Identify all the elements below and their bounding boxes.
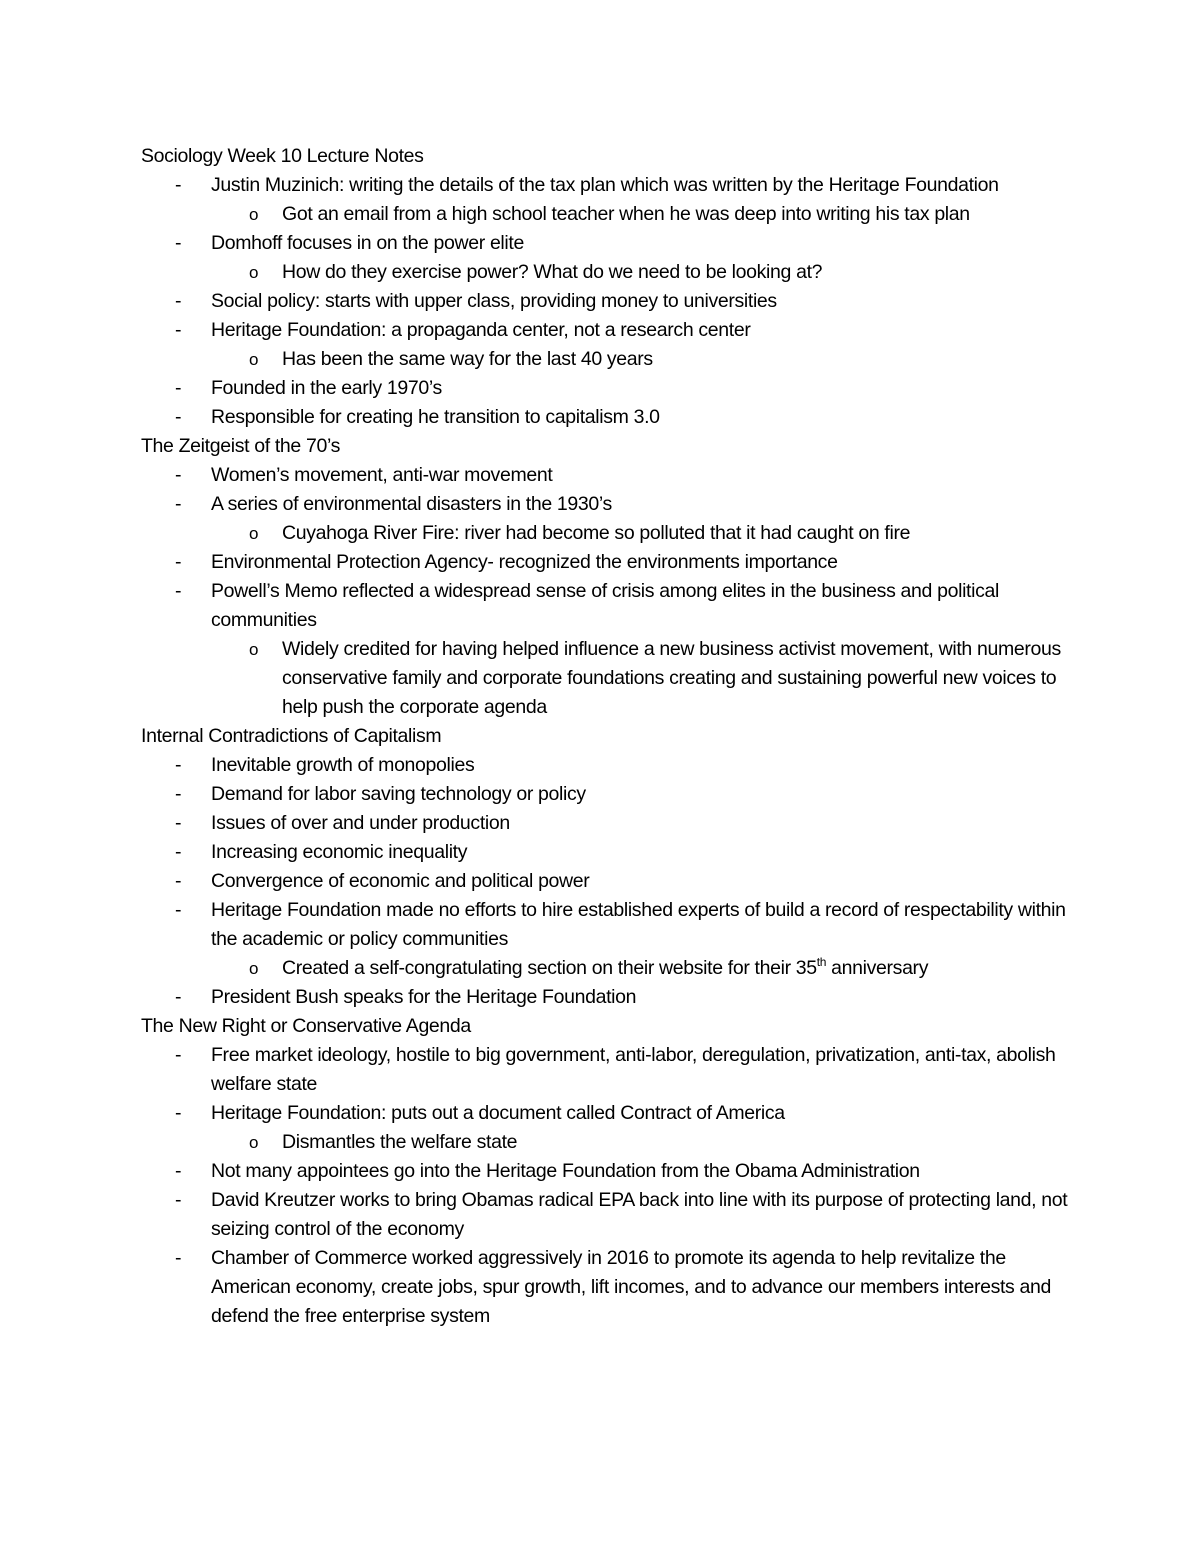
bullet-text: Inevitable growth of monopolies — [211, 754, 475, 776]
dash-bullet-icon: - — [175, 174, 182, 196]
circle-bullet-icon: o — [249, 640, 259, 659]
section-heading: The Zeitgeist of the 70’s — [141, 435, 341, 457]
bullet-item — [141, 403, 1071, 432]
bullet-text: Increasing economic inequality — [211, 841, 468, 863]
sub-bullet-item — [211, 1128, 1071, 1157]
bullet-text: Women’s movement, anti-war movement — [211, 464, 553, 486]
ordinal-superscript: th — [816, 954, 827, 969]
bullet-item — [141, 751, 1071, 780]
dash-bullet-icon: - — [175, 377, 182, 399]
bullet-text: A series of environmental disasters in the 1930’s — [211, 493, 612, 515]
bullet-text: Environmental Protection Agency- recognized the environments importance — [211, 551, 838, 573]
dash-bullet-icon: - — [175, 1044, 182, 1066]
section-heading: The New Right or Conservative Agenda — [141, 1015, 471, 1037]
bullet-item — [141, 548, 1071, 577]
bullet-text: Heritage Foundation: a propaganda center, not a research center — [211, 319, 751, 341]
dash-bullet-icon: - — [175, 899, 182, 921]
sub-bullet-list — [211, 519, 1071, 548]
bullet-text: Not many appointees go into the Heritage Foundation from the Obama Administration — [211, 1160, 920, 1182]
bullet-text: President Bush speaks for the Heritage Foundation — [211, 986, 637, 1008]
dash-bullet-icon: - — [175, 319, 182, 341]
sub-bullet-item — [211, 200, 1071, 229]
bullet-item — [141, 287, 1071, 316]
bullet-item — [141, 461, 1071, 490]
bullet-item — [141, 1099, 1071, 1157]
dash-bullet-icon: - — [175, 493, 182, 515]
bullet-text: Powell’s Memo reflected a widespread sense of crisis among elites in the business and political communities — [211, 580, 999, 631]
bullet-item — [141, 1041, 1071, 1099]
circle-bullet-icon: o — [249, 959, 259, 978]
sub-bullet-list — [211, 1128, 1071, 1157]
dash-bullet-icon: - — [175, 464, 182, 486]
bullet-item — [141, 896, 1071, 983]
bullet-text: Responsible for creating he transition to capitalism 3.0 — [211, 406, 660, 428]
dash-bullet-icon: - — [175, 1189, 182, 1211]
section-heading: Sociology Week 10 Lecture Notes — [141, 145, 424, 167]
bullet-item — [141, 983, 1071, 1012]
bullet-text: Heritage Foundation made no efforts to hire established experts of build a record of respectability within the academic or policy communities — [211, 899, 1066, 950]
bullet-item — [141, 838, 1071, 867]
bullet-item — [141, 780, 1071, 809]
dash-bullet-icon: - — [175, 1102, 182, 1124]
bullet-item — [141, 867, 1071, 896]
bullet-text: Founded in the early 1970’s — [211, 377, 442, 399]
sub-bullet-item — [211, 635, 1071, 722]
sub-bullet-text: Widely credited for having helped influence a new business activist movement, with numerous conservative family and corporate foundations creating and sustaining powerful new voices to help push the corporate agenda — [282, 638, 1061, 718]
section-heading: Internal Contradictions of Capitalism — [141, 725, 442, 747]
bullet-list — [141, 171, 1071, 432]
bullet-text: Convergence of economic and political power — [211, 870, 590, 892]
bullet-item — [141, 1186, 1071, 1244]
dash-bullet-icon: - — [175, 290, 182, 312]
bullet-text: Domhoff focuses in on the power elite — [211, 232, 524, 254]
sub-bullet-list — [211, 200, 1071, 229]
dash-bullet-icon: - — [175, 232, 182, 254]
sub-bullet-text — [282, 954, 929, 979]
sub-bullet-item — [211, 345, 1071, 374]
bullet-item — [141, 490, 1071, 548]
dash-bullet-icon: - — [175, 1247, 182, 1269]
bullet-text: Social policy: starts with upper class, providing money to universities — [211, 290, 777, 312]
bullet-text: Heritage Foundation: puts out a document called Contract of America — [211, 1102, 785, 1124]
sub-bullet-text: Cuyahoga River Fire: river had become so polluted that it had caught on fire — [282, 522, 911, 544]
sub-bullet-list — [211, 954, 1071, 983]
bullet-list — [141, 751, 1071, 1012]
circle-bullet-icon: o — [249, 205, 259, 224]
bullet-item — [141, 229, 1071, 287]
dash-bullet-icon: - — [175, 551, 182, 573]
bullet-text: Issues of over and under production — [211, 812, 510, 834]
dash-bullet-icon: - — [175, 783, 182, 805]
sub-bullet-list — [211, 258, 1071, 287]
sub-bullet-text: Has been the same way for the last 40 years — [282, 348, 653, 370]
sub-bullet-text-part: anniversary — [826, 957, 929, 979]
dash-bullet-icon: - — [175, 986, 182, 1008]
lecture-notes — [141, 142, 1071, 1331]
sub-bullet-item — [211, 519, 1071, 548]
bullet-list — [141, 461, 1071, 722]
dash-bullet-icon: - — [175, 812, 182, 834]
circle-bullet-icon: o — [249, 1133, 259, 1152]
bullet-item — [141, 809, 1071, 838]
bullet-item — [141, 171, 1071, 229]
bullet-item — [141, 374, 1071, 403]
circle-bullet-icon: o — [249, 350, 259, 369]
sub-bullet-item — [211, 954, 1071, 983]
bullet-item — [141, 577, 1071, 722]
bullet-item — [141, 316, 1071, 374]
dash-bullet-icon: - — [175, 1160, 182, 1182]
dash-bullet-icon: - — [175, 580, 182, 602]
circle-bullet-icon: o — [249, 263, 259, 282]
dash-bullet-icon: - — [175, 841, 182, 863]
dash-bullet-icon: - — [175, 406, 182, 428]
bullet-text: Chamber of Commerce worked aggressively in 2016 to promote its agenda to help revitalize the American economy, create jobs, spur growth, lift incomes, and to advance our members interests and defend the free enterprise system — [211, 1247, 1052, 1327]
sub-bullet-list — [211, 635, 1071, 722]
sub-bullet-text: Dismantles the welfare state — [282, 1131, 518, 1153]
bullet-item — [141, 1157, 1071, 1186]
dash-bullet-icon: - — [175, 870, 182, 892]
circle-bullet-icon: o — [249, 524, 259, 543]
dash-bullet-icon: - — [175, 754, 182, 776]
sub-bullet-text: Got an email from a high school teacher when he was deep into writing his tax plan — [282, 203, 970, 225]
bullet-item — [141, 1244, 1071, 1331]
sub-bullet-item — [211, 258, 1071, 287]
bullet-text: Free market ideology, hostile to big government, anti-labor, deregulation, privatization, anti-tax, abolish welfare state — [211, 1044, 1056, 1095]
sub-bullet-list — [211, 345, 1071, 374]
sub-bullet-text: How do they exercise power? What do we need to be looking at? — [282, 261, 823, 283]
bullet-text: Demand for labor saving technology or policy — [211, 783, 586, 805]
bullet-text: David Kreutzer works to bring Obamas radical EPA back into line with its purpose of protecting land, not seizing control of the economy — [211, 1189, 1068, 1240]
bullet-text: Justin Muzinich: writing the details of the tax plan which was written by the Heritage Foundation — [211, 174, 999, 196]
bullet-list — [141, 1041, 1071, 1331]
sub-bullet-text-part: Created a self-congratulating section on their website for their 35 — [282, 957, 817, 979]
